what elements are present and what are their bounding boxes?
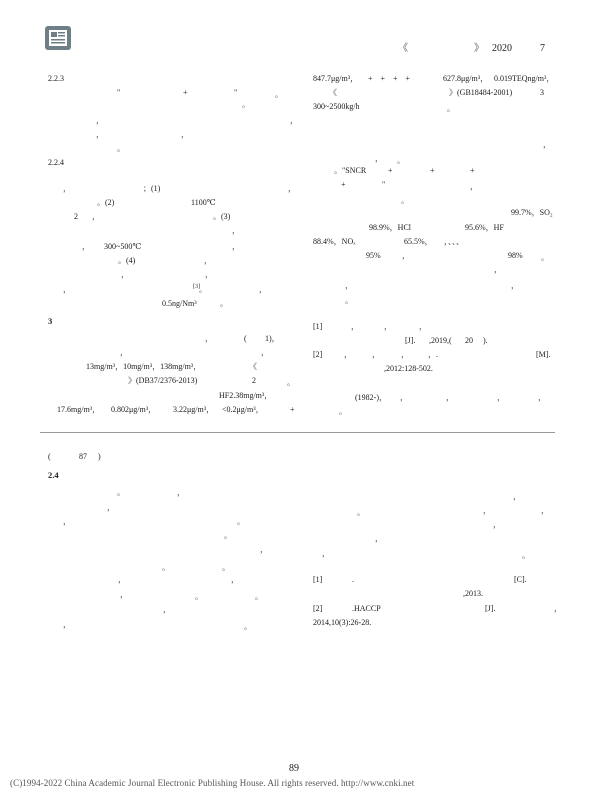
text-fragment: [J].	[485, 604, 496, 613]
text-fragment: 。	[222, 563, 230, 572]
text-fragment: 95.6%，HF	[465, 223, 504, 232]
header-quote-open: 《	[398, 43, 408, 54]
text-fragment: ，	[96, 116, 104, 125]
text-fragment: ，	[260, 545, 268, 554]
reference-1-label: [1]	[313, 322, 323, 331]
text-fragment: ，	[402, 251, 410, 260]
text-fragment: ，	[384, 322, 392, 331]
text-fragment: ，	[118, 575, 126, 584]
text-fragment: ，	[92, 212, 100, 221]
text-fragment: 0.802μg/m³，	[111, 405, 157, 414]
continuation-close: )	[98, 452, 101, 461]
text-fragment: ，、、、	[444, 237, 464, 246]
text-fragment: 2014,10(3):26-28.	[313, 618, 372, 627]
text-fragment: ，	[543, 140, 551, 149]
text-fragment: 0.019TEQng/m³，	[494, 74, 555, 83]
text-fragment: .HACCP	[352, 604, 381, 613]
section-2-4-heading: 2.4	[48, 470, 59, 480]
text-fragment: ，	[400, 393, 408, 402]
text-fragment: 。	[117, 144, 125, 153]
text-fragment: HF2.38mg/m³，	[219, 391, 273, 400]
text-fragment: ,2013.	[463, 589, 483, 598]
text-fragment: +	[430, 166, 435, 175]
text-fragment: ，	[121, 270, 129, 279]
text-fragment: 。	[397, 156, 405, 165]
text-fragment: 98%	[508, 251, 523, 260]
text-fragment: ,2019,(	[429, 336, 452, 345]
text-fragment: 。	[242, 100, 250, 109]
text-fragment: +	[290, 405, 295, 414]
text-fragment: ，	[96, 130, 104, 139]
text-fragment: 。	[522, 551, 530, 560]
text-fragment: ，	[231, 575, 239, 584]
text-fragment: 。	[237, 517, 245, 526]
text-fragment: 。	[339, 407, 347, 416]
text-fragment: 。	[357, 508, 365, 517]
citation-marker: [3]	[193, 284, 200, 290]
header-issue: 7	[540, 43, 545, 54]
continuation-open: (	[48, 452, 51, 461]
text-fragment: ，	[63, 517, 71, 526]
text-fragment: ，	[177, 488, 185, 497]
text-fragment: 2	[252, 376, 256, 385]
text-fragment: ，	[82, 242, 90, 251]
continuation-page: 87	[79, 452, 87, 461]
reference-1-label: [1]	[313, 575, 323, 584]
text-fragment: ，.	[428, 350, 438, 359]
text-fragment: "	[117, 88, 121, 97]
text-fragment: "	[382, 180, 386, 189]
text-fragment: ，	[204, 256, 212, 265]
text-fragment: ，	[205, 270, 213, 279]
text-fragment: (	[244, 334, 247, 343]
text-fragment: ，	[494, 265, 502, 274]
text-fragment: [M].	[536, 350, 551, 359]
text-fragment: ，	[288, 184, 296, 193]
text-fragment: ,2012:128-502.	[384, 364, 433, 373]
text-fragment: 65.5%，	[404, 237, 433, 246]
text-fragment: ，	[470, 182, 478, 191]
text-fragment: 。	[199, 285, 207, 294]
text-fragment: + + + +	[368, 74, 411, 83]
text-fragment: ，	[232, 242, 240, 251]
text-fragment: ，	[120, 590, 128, 599]
text-fragment: 。	[224, 531, 232, 540]
text-fragment: ，	[493, 520, 501, 529]
text-fragment: ，	[375, 534, 383, 543]
text-fragment: 3.22μg/m³，	[173, 405, 215, 414]
text-fragment: 99.7%，SO₂	[511, 208, 553, 217]
text-fragment: ，	[63, 620, 71, 629]
text-fragment: ，	[511, 281, 519, 290]
text-fragment: 17.6mg/m³，	[57, 405, 101, 414]
text-fragment: 3	[540, 88, 544, 97]
text-fragment: +	[341, 180, 346, 189]
text-fragment: 。	[195, 592, 203, 601]
text-fragment: ，	[541, 506, 549, 515]
text-fragment: 。	[117, 488, 125, 497]
text-fragment: ，	[483, 506, 491, 515]
text-fragment: ，	[120, 348, 128, 357]
text-fragment: <0.2μg/m³，	[222, 405, 264, 414]
text-fragment: 。	[255, 592, 263, 601]
text-fragment: ，	[232, 226, 240, 235]
article-divider	[40, 432, 555, 433]
text-fragment: ).	[483, 336, 488, 345]
text-fragment: ，	[261, 348, 269, 357]
reference-2-label: [2]	[313, 604, 323, 613]
text-fragment: ，	[163, 605, 171, 614]
section-2-2-4-heading: 2.2.4	[48, 158, 64, 167]
text-fragment: 847.7μg/m³，	[313, 74, 359, 83]
text-fragment: ，	[513, 492, 521, 501]
text-fragment: ，	[538, 393, 546, 402]
text-fragment: ，	[107, 503, 115, 512]
text-fragment: ，	[497, 393, 505, 402]
text-fragment: 。	[275, 90, 283, 99]
text-fragment: ，	[205, 334, 213, 343]
text-fragment: ，	[446, 393, 454, 402]
text-fragment: 1)，	[265, 334, 280, 343]
reference-2-label: [2]	[313, 350, 323, 359]
text-fragment: 2	[74, 212, 78, 221]
text-fragment: 300~2500kg/h	[313, 102, 360, 111]
text-fragment: 20	[465, 336, 473, 345]
copyright-footer: (C)1994-2022 China Academic Journal Electronic Publishing House. All rights reserved. http://www.cnki.net	[10, 778, 415, 788]
page-number: 89	[289, 763, 299, 774]
header-quote-close: 》	[474, 43, 484, 54]
text-fragment: +	[470, 166, 475, 175]
text-fragment: ，	[554, 604, 562, 613]
text-fragment: 95%	[366, 251, 381, 260]
text-fragment: ，	[322, 549, 330, 558]
author-bio: (1982-)，	[355, 393, 387, 402]
text-fragment: 0.5ng/Nm³	[162, 299, 197, 308]
text-fragment: ，	[290, 116, 298, 125]
text-fragment: 。	[401, 196, 409, 205]
text-fragment: 《	[249, 362, 257, 371]
text-fragment: 300~500℃	[104, 242, 142, 251]
text-fragment: 。	[244, 622, 252, 631]
text-fragment: "	[234, 88, 238, 97]
text-fragment: +	[388, 166, 393, 175]
text-fragment: 》(GB18484-2001)	[449, 88, 513, 97]
text-fragment: ，	[401, 350, 409, 359]
text-fragment: [J].	[405, 336, 416, 345]
text-fragment: ，	[259, 285, 267, 294]
text-fragment: 。	[220, 299, 228, 308]
journal-logo-icon	[44, 24, 72, 52]
text-fragment: ，	[372, 350, 380, 359]
text-fragment: 。	[287, 378, 295, 387]
text-fragment: ；(1)	[143, 184, 161, 193]
text-fragment: 。	[541, 253, 549, 262]
text-fragment: [C].	[514, 575, 527, 584]
text-fragment: 》(DB37/2376-2013)	[128, 376, 198, 385]
text-fragment: 。	[447, 104, 455, 113]
text-fragment: ，	[419, 322, 427, 331]
text-fragment: ，	[345, 281, 353, 290]
text-fragment: ，	[375, 154, 383, 163]
header-year: 2020	[492, 43, 512, 54]
text-fragment: 。(3)	[213, 212, 231, 221]
text-fragment: ，	[63, 285, 71, 294]
text-fragment: .	[352, 575, 354, 584]
text-fragment: 98.9%，HCl	[369, 223, 411, 232]
text-fragment: ，	[351, 322, 359, 331]
section-2-2-3-heading: 2.2.3	[48, 74, 64, 83]
text-fragment: 。"SNCR	[334, 166, 367, 175]
text-fragment: ，	[63, 184, 71, 193]
text-fragment: +	[183, 88, 188, 97]
text-fragment: 。(4)	[118, 256, 136, 265]
text-fragment: 627.8μg/m³，	[443, 74, 489, 83]
text-fragment: 《	[329, 88, 337, 97]
text-fragment: ，	[344, 350, 352, 359]
text-fragment: ，	[181, 130, 189, 139]
text-fragment: 13mg/m³，10mg/m³，138mg/m³，	[86, 362, 202, 371]
text-fragment: 88.4%，NOₓ	[313, 237, 356, 246]
text-fragment: 。	[345, 296, 353, 305]
text-fragment: 。(2)	[97, 198, 115, 207]
text-fragment: 1100℃	[191, 198, 216, 207]
text-fragment: 。	[162, 563, 170, 572]
section-3-heading: 3	[48, 316, 53, 326]
